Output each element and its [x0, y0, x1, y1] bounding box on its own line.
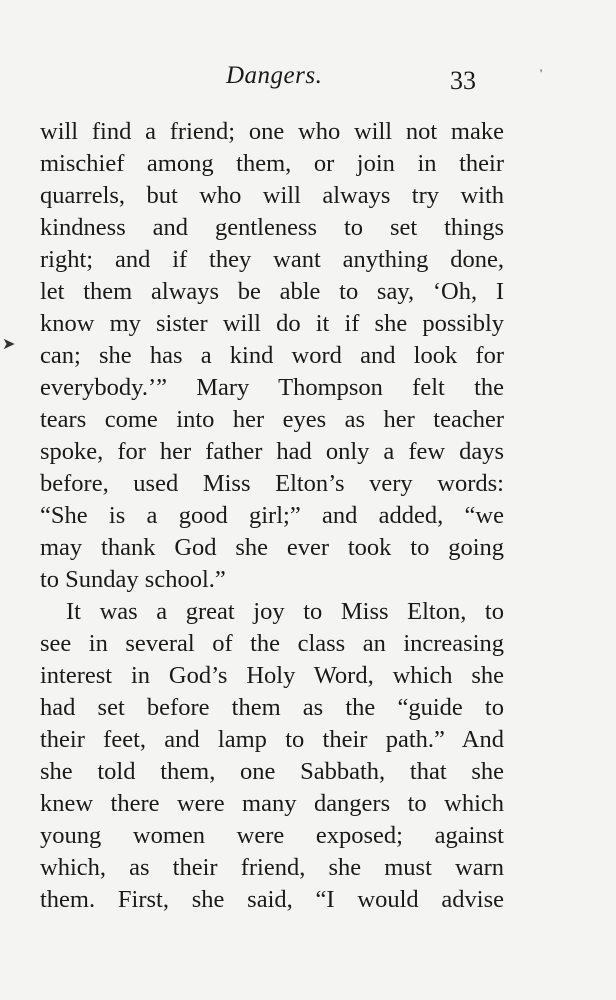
- text-line: know my sister will do it if she possibly: [40, 310, 504, 337]
- text-line: will find a friend; one who will not make: [40, 118, 504, 145]
- text-line: “She is a good girl;” and added, “we: [40, 502, 504, 529]
- text-line: them. First, she said, “I would advise: [40, 886, 504, 913]
- text-line: she told them, one Sabbath, that she: [40, 758, 504, 785]
- text-line: tears come into her eyes as her teacher: [40, 406, 504, 433]
- text-line: kindness and gentleness to set things: [40, 214, 504, 241]
- text-line: see in several of the class an increasing: [40, 630, 504, 657]
- text-line: before, used Miss Elton’s very words:: [40, 470, 504, 497]
- text-line: interest in God’s Holy Word, which she: [40, 662, 504, 689]
- text-line: spoke, for her father had only a few days: [40, 438, 504, 465]
- page-number: 33: [450, 66, 476, 95]
- text-line: knew there were many dangers to which: [40, 790, 504, 817]
- text-line: may thank God she ever took to going: [40, 534, 504, 561]
- text-line: can; she has a kind word and look for: [40, 342, 504, 369]
- paragraph-start-line: It was a great joy to Miss Elton, to: [66, 598, 504, 625]
- body-text: [40, 116, 504, 916]
- text-line: had set before them as the “guide to: [40, 694, 504, 721]
- text-line: which, as their friend, she must warn: [40, 854, 504, 881]
- text-line: everybody.’” Mary Thompson felt the: [40, 374, 504, 401]
- text-line: quarrels, but who will always try with: [40, 182, 504, 209]
- running-head: [0, 62, 616, 102]
- margin-speck-top-right: ': [540, 66, 543, 80]
- text-line: mischief among them, or join in their: [40, 150, 504, 177]
- margin-arrow-mark: ➤: [2, 336, 16, 353]
- text-line: let them always be able to say, ‘Oh, I: [40, 278, 504, 305]
- text-line: their feet, and lamp to their path.” And: [40, 726, 504, 753]
- text-line: right; and if they want anything done,: [40, 246, 504, 273]
- text-line: young women were exposed; against: [40, 822, 504, 849]
- paragraph-end-line: to Sunday school.”: [40, 566, 226, 593]
- running-title: Dangers.: [226, 62, 323, 89]
